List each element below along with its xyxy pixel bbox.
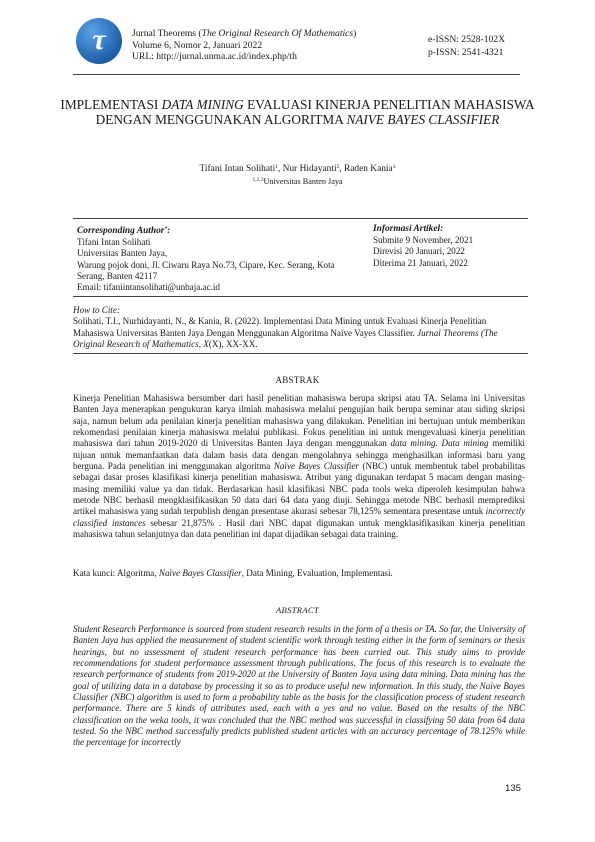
abstrak-heading: ABSTRAK bbox=[275, 375, 320, 385]
journal-logo bbox=[76, 18, 122, 64]
accepted-date: Diterima 21 Januari, 2022 bbox=[373, 257, 468, 268]
abstract-heading: ABSTRACT bbox=[276, 605, 319, 615]
revised-date: Direvisi 20 Januari, 2022 bbox=[373, 246, 465, 257]
how-to-cite bbox=[73, 305, 528, 351]
abstract-body: Student Research Performance is sourced from student research results in the form of a thesis or TA. So far, the University of Banten Jaya has applied the measurement of student scientific work through testing either in the form of seminars or thesis hearings, but no assessment of student research performance has been carried out. This study aims to provide recommendations for student performance assessment through publications. The focus of this research is to evaluate the research performance of students from 2019-2020 at the University of Banten Jaya using data mining. Data mining has the goal of utilizing data in a database by processing it so as to produce useful new information. In this study, the Naïve Bayes Classifier (NBC) algorithm is used to form a probability table as the basis for the classification process of student research performance. There are 5 kinds of attributes used, each with a yes and no value. Based on the results of the NBC classification on the weka tools, it was concluded that the NBC method was successful in classifying 50 data from 64 data tested. So the NBC method successfully predicts published student articles with an accuracy percentage of 78.125% while the percentage for incorrectly bbox=[73, 624, 525, 748]
article-info bbox=[373, 224, 523, 269]
corr-city: Serang, Banten 42117 bbox=[77, 270, 158, 281]
paper-title: IMPLEMENTASI DATA MINING EVALUASI KINERJA PENELITIAN MAHASISWA DENGAN MENGGUNAKAN ALGORITMA NAIVE BAYES CLASSIFIER bbox=[60, 97, 535, 128]
header-divider bbox=[73, 74, 520, 75]
article-info-label: Informasi Artikel: bbox=[373, 224, 444, 234]
page-number: 135 bbox=[505, 783, 522, 794]
corr-institution: Universitas Banten Jaya, bbox=[77, 248, 168, 259]
corr-address: Warung pojok doni, Jl. Ciwaru Raya No.73, Cipare, Kec. Serang, Kota bbox=[77, 259, 335, 270]
abstrak-body: Kinerja Penelitian Mahasiswa bersumber dari hasil penelitian mahasiswa berupa skripsi atau TA. Selama ini Universitas Banten Jaya menerapkan pengukuran karya ilmiah mahasiswa melalui pengujian baik berupa seminar atau siding skripsi saja, namun belum ada penilaian kinerja penelitian mahasiswa yang dilakukan. Penelitian ini bertujuan untuk memberikan rekomendasi penilaian kinerja mahasiswa melalui publikasi. Fokus penelitian ini untuk mengevaluasi kinerja penelitian mahasiswa dari tahun 2019-2020 di Universitas Banten Jaya dengan menggunakan data mining. Data mining memiliki tujuan untuk memanfaatkan data dalam basis data dengan mengolahnya sehingga menghasilkan informasi baru yang berguna. Pada penelitian ini menggunakan algoritma Naïve Bayes Classifier (NBC) untuk membentuk tabel probabilitas sebagai dasar proses klasifikasi kinerja penelitian mahasiswa. Atribut yang digunakan terdapat 5 macam dengan masing-masing memiliki value ya dan tidak. Berdasarkan hasil klasifikasi NBC pada tools weka diperoleh kesimpulan bahwa metode NBC berhasil mengklasifikasikan 50 data dari 64 data yang diuji. Sehingga metode NBC berhasil memprediksi artikel mahasiswa yang sudah terpublish dengan presentase akurasi sebesar 78,125% sementara presentase untuk incorrectly classified instances sebesar 21,875% . Hasil dari NBC dapat digunakan untuk mengklasifikasikan kinerja penelitian mahasiswa tahun selanjutnya dan data penelitian ini dapat dijadikan sebagai data training. bbox=[73, 393, 525, 540]
cite-text: Solihati, T.I., Nurhidayanti, N., & Kania, R. (2022). Implementasi Data Mining untuk Evaluasi Kinerja Penelitian Mahasiswa Universitas Banten Jaya Dengan Menggunakan Algoritma Naïve Vayes Classifier. Jurnal Theorems (The Original Research of Mathematics, X(X), XX-XX. bbox=[73, 316, 498, 350]
p-issn: p-ISSN: 2541-4321 bbox=[428, 46, 504, 58]
cite-label: How to Cite: bbox=[73, 305, 120, 315]
journal-header bbox=[132, 28, 356, 63]
issn-block bbox=[428, 34, 505, 59]
corresponding-author bbox=[77, 224, 373, 293]
author-list: Tifani Intan Solihati$^1$, Nur Hidayanti$^2$, Raden Kania$^3$ bbox=[199, 164, 396, 174]
info-bottom-divider bbox=[73, 353, 528, 354]
corr-name: Tifani Intan Solihati bbox=[77, 237, 151, 248]
e-issn: e-ISSN: 2528-102X bbox=[428, 34, 506, 45]
info-middle-divider bbox=[73, 296, 528, 297]
journal-name: Jurnal Theorems (The Original Research Of Mathematics) bbox=[132, 28, 357, 39]
corr-email[interactable]: Email: tifaniintansolihati@unbaja.ac.id bbox=[77, 282, 220, 293]
journal-volume: Volume 6, Nomor 2, Januari 2022 bbox=[132, 39, 263, 51]
submitted-date: Submite 9 November, 2021 bbox=[373, 235, 474, 246]
corresponding-label: Corresponding Author*: bbox=[77, 226, 171, 236]
keywords: Kata kunci: Algoritma, Naïve Bayes Classifier, Data Mining, Evaluation, Implementasi. bbox=[73, 568, 393, 578]
info-top-divider bbox=[73, 218, 528, 219]
journal-url[interactable]: URL: http://jurnal.unma.ac.id/index.php/th bbox=[132, 51, 297, 63]
tau-logo-icon: τ bbox=[92, 23, 106, 56]
affiliation: $^{1,2,3}$Universitas Banten Jaya bbox=[252, 177, 343, 186]
